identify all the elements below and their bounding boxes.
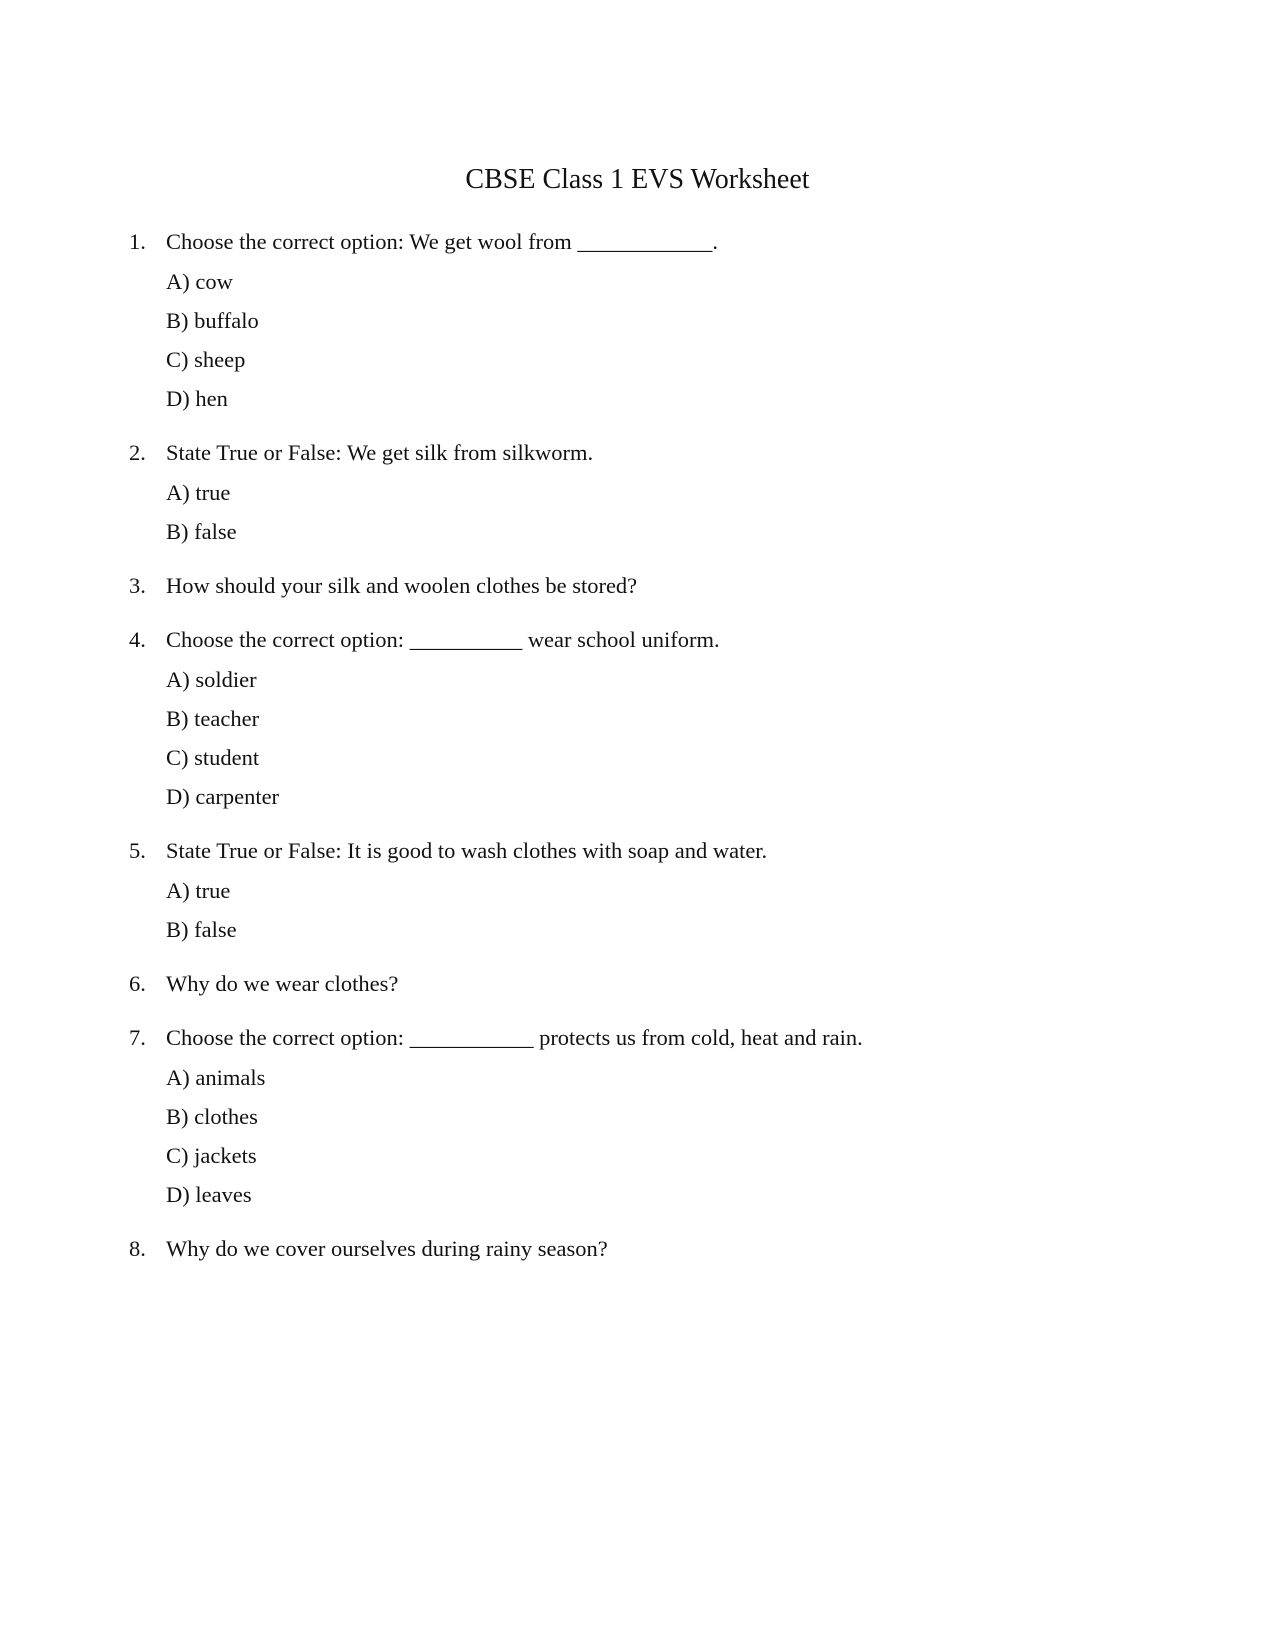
- question-number: 6.: [129, 971, 146, 996]
- question-line: [0, 1234, 1275, 1264]
- answer-option: B) buffalo: [166, 308, 259, 333]
- question-number: 1.: [129, 229, 146, 254]
- question-item: [0, 969, 1275, 999]
- question-text: Why do we cover ourselves during rainy season?: [166, 1236, 608, 1261]
- question-text: State True or False: We get silk from silkworm.: [166, 440, 594, 465]
- question-line: [0, 836, 1275, 866]
- question-text: How should your silk and woolen clothes be stored?: [166, 573, 638, 598]
- question-number: 7.: [129, 1025, 146, 1050]
- question-line: [0, 227, 1275, 257]
- answer-option: A) true: [166, 480, 231, 505]
- question-text: State True or False: It is good to wash clothes with soap and water.: [166, 838, 768, 863]
- question-number: 2.: [129, 440, 146, 465]
- question-number: 8.: [129, 1236, 146, 1261]
- answer-option: B) clothes: [166, 1104, 258, 1129]
- question-line: [0, 571, 1275, 601]
- answer-option: A) true: [166, 878, 231, 903]
- question-item: [0, 1023, 1275, 1210]
- question-text: Why do we wear clothes?: [166, 971, 399, 996]
- question-item: [0, 438, 1275, 547]
- question-item: [0, 625, 1275, 812]
- answer-option: A) cow: [166, 269, 233, 294]
- question-item: [0, 1234, 1275, 1264]
- question-number: 3.: [129, 573, 146, 598]
- answer-option: B) false: [166, 917, 237, 942]
- question-text: Choose the correct option: We get wool from ____________.: [166, 229, 719, 254]
- answer-option: D) carpenter: [166, 784, 280, 809]
- answer-option: C) sheep: [166, 347, 246, 372]
- option-list: [0, 876, 1275, 945]
- question-text: Choose the correct option: ___________ protects us from cold, heat and rain.: [166, 1025, 863, 1050]
- answer-option: A) soldier: [166, 667, 257, 692]
- question-number: 4.: [129, 627, 146, 652]
- answer-option: A) animals: [166, 1065, 266, 1090]
- question-line: [0, 438, 1275, 468]
- question-text: Choose the correct option: __________ wear school uniform.: [166, 627, 720, 652]
- question-item: [0, 571, 1275, 601]
- answer-option: D) hen: [166, 386, 228, 411]
- question-list: [0, 227, 1275, 1288]
- option-list: [0, 1063, 1275, 1210]
- option-list: [0, 665, 1275, 812]
- answer-option: D) leaves: [166, 1182, 252, 1207]
- worksheet-title: CBSE Class 1 EVS Worksheet: [465, 164, 810, 195]
- answer-option: B) teacher: [166, 706, 260, 731]
- question-line: [0, 1023, 1275, 1053]
- option-list: [0, 267, 1275, 414]
- option-list: [0, 478, 1275, 547]
- answer-option: B) false: [166, 519, 237, 544]
- question-number: 5.: [129, 838, 146, 863]
- question-line: [0, 625, 1275, 655]
- answer-option: C) jackets: [166, 1143, 257, 1168]
- question-item: [0, 836, 1275, 945]
- question-item: [0, 227, 1275, 414]
- answer-option: C) student: [166, 745, 260, 770]
- question-line: [0, 969, 1275, 999]
